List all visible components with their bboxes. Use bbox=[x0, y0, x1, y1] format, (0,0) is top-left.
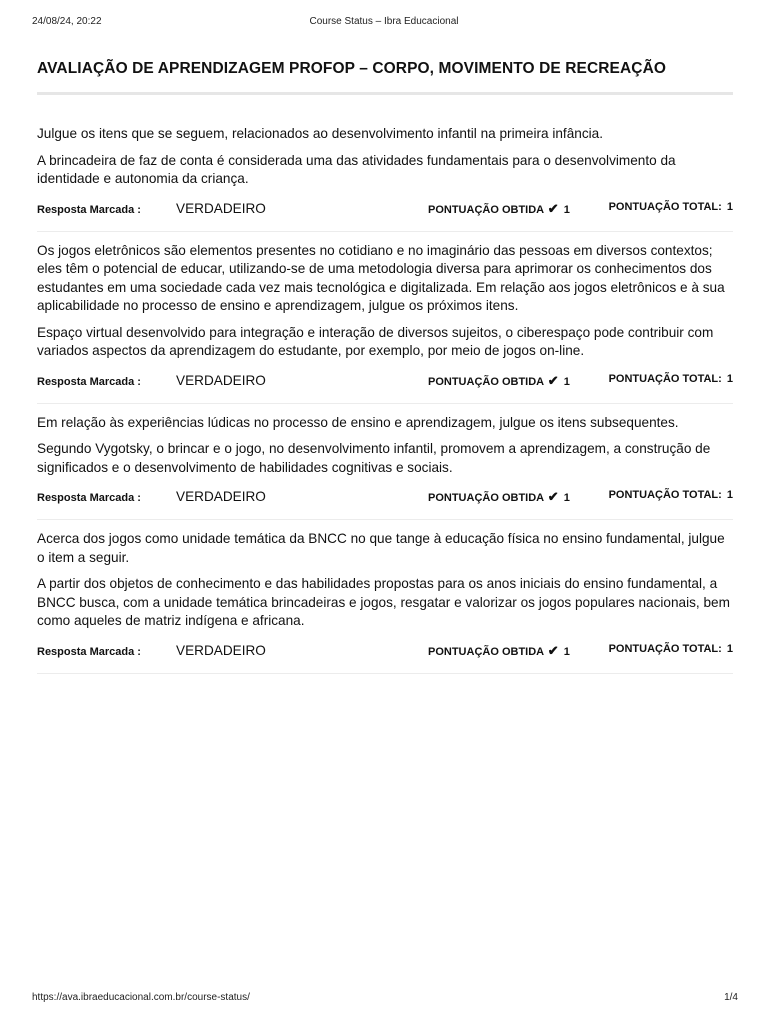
score-obtained bbox=[428, 201, 570, 217]
score-total-value: 1 bbox=[726, 372, 733, 385]
score-obtained bbox=[428, 489, 570, 505]
question-item-text: Espaço virtual desenvolvido para integração e interação de diversos sujeitos, o ciberespaço pode contribuir com variados aspectos da aprendizagem do estudante, por exemplo, por meio de jogos on-line. bbox=[37, 324, 714, 358]
score-obtained-value: 1 bbox=[563, 203, 570, 216]
question-statement: Julgue os itens que se seguem, relacionados ao desenvolvimento infantil na primeira infância. bbox=[37, 126, 603, 141]
question-item bbox=[37, 125, 733, 232]
question-item bbox=[37, 242, 733, 404]
check-icon: ✔ bbox=[547, 372, 559, 388]
print-datetime: 24/08/24, 20:22 bbox=[32, 16, 102, 27]
score-obtained-label: PONTUAÇÃO OBTIDA bbox=[428, 203, 544, 216]
answer-row bbox=[37, 641, 733, 665]
course-status-content bbox=[37, 60, 733, 684]
score-total-label: PONTUAÇÃO TOTAL: bbox=[608, 372, 722, 385]
score-total-label: PONTUAÇÃO TOTAL: bbox=[608, 489, 722, 501]
check-icon: ✔ bbox=[547, 489, 559, 504]
answer-row bbox=[37, 371, 733, 395]
print-header bbox=[0, 16, 768, 32]
check-icon: ✔ bbox=[547, 642, 559, 658]
score-obtained-value: 1 bbox=[563, 492, 570, 504]
score-total-value: 1 bbox=[726, 642, 733, 655]
page-title: AVALIAÇÃO DE APRENDIZAGEM PROFOP – CORPO, MOVIMENTO DE RECREAÇÃO bbox=[37, 60, 733, 95]
answer-value: VERDADEIRO bbox=[176, 200, 266, 216]
answer-value: VERDADEIRO bbox=[176, 489, 266, 504]
score-total bbox=[609, 643, 733, 655]
question-statement: Em relação às experiências lúdicas no processo de ensino e aprendizagem, julgue os itens subsequentes. bbox=[37, 414, 679, 430]
check-icon: ✔ bbox=[547, 200, 559, 216]
score-obtained-label: PONTUAÇÃO OBTIDA bbox=[428, 492, 544, 504]
score-obtained bbox=[428, 643, 570, 659]
question-list bbox=[37, 125, 733, 674]
answer-row bbox=[37, 199, 733, 223]
answer-label: Resposta Marcada : bbox=[37, 375, 141, 388]
question-statement: Os jogos eletrônicos são elementos presentes no cotidiano e no imaginário das pessoas em diversos contextos; eles têm o potencial de educar, utilizando-se de uma metodologia diversa para aprimorar os conhecimentos dos estudantes em uma sociedade cada vez mais tecnológica e digitalizada. Em relação aos jogos eletrônicos e à sua aplicabilidade no processo de ensino e aprendizagem, julgue os próximos itens. bbox=[37, 242, 725, 313]
print-url: https://ava.ibraeducacional.com.br/course-status/ bbox=[32, 992, 250, 1003]
answer-value: VERDADEIRO bbox=[176, 642, 266, 658]
question-item-text: A partir dos objetos de conhecimento e das habilidades propostas para os anos iniciais do ensino fundamental, a BNCC busca, com a unidade temática brincadeiras e jogos, resgatar e valorizar os jogos populares nacionais, bem como aqueles de matriz indígena e africana. bbox=[37, 576, 730, 628]
score-total-label: PONTUAÇÃO TOTAL: bbox=[608, 200, 722, 213]
question-item-text: Segundo Vygotsky, o brincar e o jogo, no desenvolvimento infantil, promovem a aprendizagem, a construção de significados e o desenvolvimento de habilidades cognitivas e sociais. bbox=[37, 441, 711, 475]
question-item bbox=[37, 530, 733, 674]
question-item bbox=[37, 414, 733, 521]
score-obtained-label: PONTUAÇÃO OBTIDA bbox=[428, 375, 544, 388]
score-total bbox=[609, 201, 733, 213]
score-total bbox=[609, 489, 733, 501]
question-statement: Acerca dos jogos como unidade temática da BNCC no que tange à educação física no ensino fundamental, julgue o item a seguir. bbox=[37, 531, 725, 565]
score-total-label: PONTUAÇÃO TOTAL: bbox=[608, 642, 722, 655]
answer-label: Resposta Marcada : bbox=[37, 492, 141, 504]
answer-label: Resposta Marcada : bbox=[37, 645, 141, 658]
print-page-number: 1/4 bbox=[724, 992, 738, 1003]
print-footer bbox=[0, 992, 768, 1006]
score-total-value: 1 bbox=[726, 200, 733, 213]
answer-label: Resposta Marcada : bbox=[37, 203, 141, 216]
score-total-value: 1 bbox=[726, 489, 733, 501]
score-total bbox=[609, 373, 733, 385]
answer-row bbox=[37, 487, 733, 511]
score-obtained-value: 1 bbox=[563, 645, 570, 658]
print-doc-title: Course Status – Ibra Educacional bbox=[309, 16, 459, 27]
question-item-text: A brincadeira de faz de conta é considerada uma das atividades fundamentais para o desenvolvimento da identidade e autonomia da criança. bbox=[37, 152, 676, 186]
score-obtained bbox=[428, 373, 570, 389]
score-obtained-value: 1 bbox=[563, 375, 570, 388]
answer-value: VERDADEIRO bbox=[176, 372, 266, 388]
score-obtained-label: PONTUAÇÃO OBTIDA bbox=[428, 645, 544, 658]
